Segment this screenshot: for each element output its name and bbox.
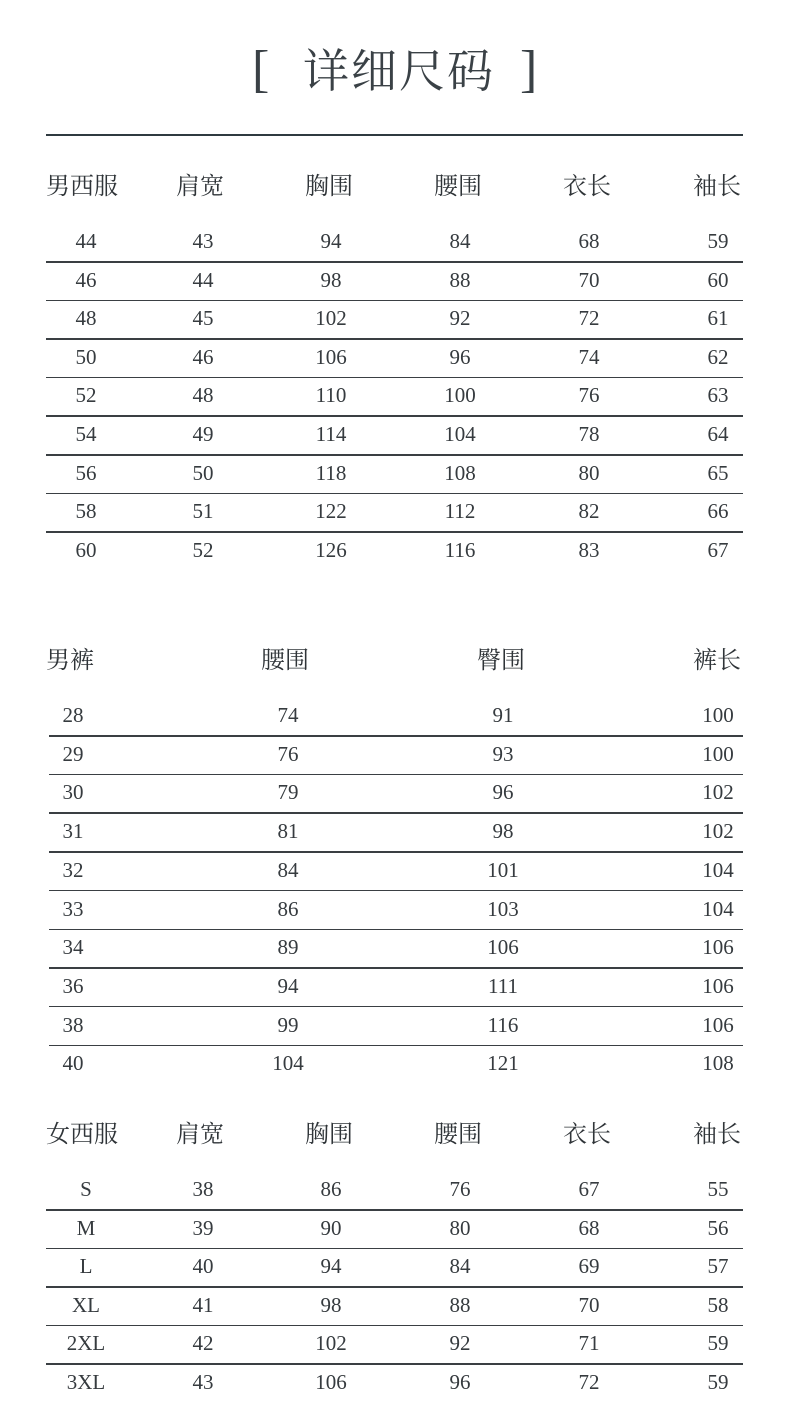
table-cell: 50 [192,460,214,485]
table-cell: 78 [578,422,600,446]
table-cell: 58 [75,499,97,524]
table-cell: 32 [62,857,84,882]
table-cell: 94 [277,973,299,998]
column-header: 肩宽 [176,172,224,200]
table-cell: 82 [578,499,600,524]
table-row [49,775,743,814]
table-row [49,698,743,737]
table-cell: 99 [277,1012,299,1037]
column-header: 衣长 [563,172,611,200]
table-cell: 56 [75,460,97,485]
table-cell: 76 [578,383,600,408]
table-cell: XL [72,1292,100,1317]
table-cell: 66 [707,499,729,524]
title-bracket-left: [ [252,41,270,98]
table-cell: 33 [62,896,84,921]
table-cell: 100 [444,383,476,408]
table-cell: 46 [75,267,97,292]
table-cell: 86 [320,1177,342,1201]
table-cell: 49 [192,422,214,446]
table-cell: 94 [320,229,342,253]
table-cell: 86 [277,896,299,921]
table-row [46,224,743,263]
table-cell: 100 [702,741,734,766]
table-cell: 93 [492,741,514,766]
table-cell: 103 [487,896,519,921]
table-cell: 59 [707,229,729,253]
column-header: 肩宽 [176,1120,224,1148]
table-cell: 102 [702,780,734,805]
table-cell: 67 [578,1177,600,1201]
table-cell: 56 [707,1215,729,1240]
table-cell: 84 [449,1254,471,1279]
table-cell: 104 [702,857,734,882]
table-cell: 60 [75,537,97,562]
table-cell: 29 [62,741,84,766]
column-header: 衣长 [563,1120,611,1148]
table-cell: 102 [315,1331,347,1356]
table-cell: 72 [578,1370,600,1394]
table-cell: 84 [449,229,471,253]
table-cell: 104 [702,896,734,921]
column-header: 袖长 [693,1120,741,1148]
table-cell: 67 [707,537,729,562]
table-cell: 61 [707,306,729,331]
table-header [0,1118,790,1152]
column-header: 男西服 [46,172,118,200]
table-row [46,378,743,417]
table-cell: 51 [192,499,214,524]
table-row [46,301,743,340]
table-cell: 59 [707,1370,729,1394]
table-cell: 79 [277,780,299,805]
table-row [49,1046,743,1085]
table-cell: 62 [707,344,729,369]
table-cell: 121 [487,1051,519,1076]
table-cell: 96 [492,780,514,805]
table-cell: 81 [277,819,299,844]
table-cell: 100 [702,703,734,727]
table-row [46,1249,743,1288]
table-cell: 92 [449,1331,471,1356]
table-row [46,340,743,379]
table-cell: 88 [449,1292,471,1317]
table-cell: 46 [192,344,214,369]
table-cell: 104 [272,1051,304,1076]
table-cell: L [79,1254,93,1279]
table-cell: 58 [707,1292,729,1317]
table-cell: 106 [702,935,734,960]
table-cell: 106 [702,973,734,998]
column-header: 臀围 [477,646,525,674]
table-cell: 64 [707,422,729,446]
table-cell: 106 [487,935,519,960]
table-cell: 101 [487,857,519,882]
table-cell: 57 [707,1254,729,1279]
table-header [0,644,790,678]
table-row [49,1008,743,1047]
table-cell: 118 [315,460,347,485]
table-cell: 31 [62,819,84,844]
table-cell: 106 [315,1370,347,1394]
table-cell: 106 [702,1012,734,1037]
table-cell: 34 [62,935,84,960]
table-cell: 68 [578,1215,600,1240]
column-header: 胸围 [305,172,353,200]
table-cell: 80 [449,1215,471,1240]
table-cell: 59 [707,1331,729,1356]
table-row [46,1172,743,1211]
column-header: 男裤 [46,646,94,674]
table-cell: 126 [315,537,347,562]
table-row [46,1326,743,1365]
table-cell: 108 [702,1051,734,1076]
column-header: 女西服 [46,1120,118,1148]
table-cell: 48 [192,383,214,408]
table-row [46,417,743,456]
table-row [46,494,743,533]
table-cell: 98 [320,1292,342,1317]
table-cell: 98 [320,267,342,292]
table-cell: 40 [192,1254,214,1279]
table-cell: 98 [492,819,514,844]
table-cell: 110 [315,383,347,408]
table-row [49,892,743,931]
table-cell: 69 [578,1254,600,1279]
page-title [0,38,790,104]
table-row [49,853,743,892]
table-cell: 96 [449,344,471,369]
table-row [46,533,743,572]
table-cell: 84 [277,857,299,882]
table-cell: 76 [449,1177,471,1201]
table-cell: 94 [320,1254,342,1279]
table-cell: 106 [315,344,347,369]
table-row [46,1211,743,1250]
table-cell: 65 [707,460,729,485]
table-cell: 102 [315,306,347,331]
table-cell: 48 [75,306,97,331]
table-cell: 108 [444,460,476,485]
table-cell: 63 [707,383,729,408]
table-row [46,456,743,495]
table-cell: 50 [75,344,97,369]
column-header: 腰围 [434,172,482,200]
table-cell: 40 [62,1051,84,1076]
table-cell: 112 [444,499,476,524]
table-cell: 76 [277,741,299,766]
table-cell: 55 [707,1177,729,1201]
table-cell: 52 [192,537,214,562]
table-cell: 96 [449,1370,471,1394]
column-header: 腰围 [261,646,309,674]
table-cell: 116 [487,1012,519,1037]
table-cell: 102 [702,819,734,844]
table-cell: 52 [75,383,97,408]
table-cell: 111 [488,973,518,998]
table-cell: 44 [192,267,214,292]
column-header: 袖长 [693,172,741,200]
table-cell: 80 [578,460,600,485]
table-row [46,1288,743,1327]
table-cell: 36 [62,973,84,998]
table-cell: 28 [62,703,84,727]
table-cell: 83 [578,537,600,562]
table-cell: 114 [315,422,347,446]
table-cell: 92 [449,306,471,331]
title-divider [46,134,743,136]
table-cell: 88 [449,267,471,292]
table-cell: 45 [192,306,214,331]
table-cell: 38 [192,1177,214,1201]
title-text: 详细尺码 [303,44,495,98]
table-row [49,930,743,969]
table-cell: S [80,1177,92,1201]
table-cell: 41 [192,1292,214,1317]
table-cell: 30 [62,780,84,805]
table-cell: 72 [578,306,600,331]
table-cell: 54 [75,422,97,446]
table-cell: 38 [62,1012,84,1037]
table-cell: 43 [192,229,214,253]
table-row [49,737,743,776]
table-cell: 89 [277,935,299,960]
table-row [49,814,743,853]
column-header: 腰围 [434,1120,482,1148]
table-cell: 2XL [66,1331,106,1356]
table-cell: 122 [315,499,347,524]
table-row [46,1365,743,1404]
table-header [0,170,790,204]
table-cell: 70 [578,267,600,292]
table-cell: 60 [707,267,729,292]
table-cell: 3XL [66,1370,106,1394]
table-cell: 43 [192,1370,214,1394]
column-header: 胸围 [305,1120,353,1148]
table-cell: 42 [192,1331,214,1356]
table-cell: 70 [578,1292,600,1317]
table-cell: 68 [578,229,600,253]
title-bracket-right: ] [520,41,538,98]
table-cell: 74 [277,703,299,727]
table-cell: 90 [320,1215,342,1240]
column-header: 裤长 [693,646,741,674]
table-cell: M [76,1215,96,1240]
table-cell: 91 [492,703,514,727]
table-cell: 44 [75,229,97,253]
table-cell: 71 [578,1331,600,1356]
table-cell: 104 [444,422,476,446]
table-row [49,969,743,1008]
table-cell: 39 [192,1215,214,1240]
table-cell: 74 [578,344,600,369]
table-cell: 116 [444,537,476,562]
table-row [46,263,743,302]
